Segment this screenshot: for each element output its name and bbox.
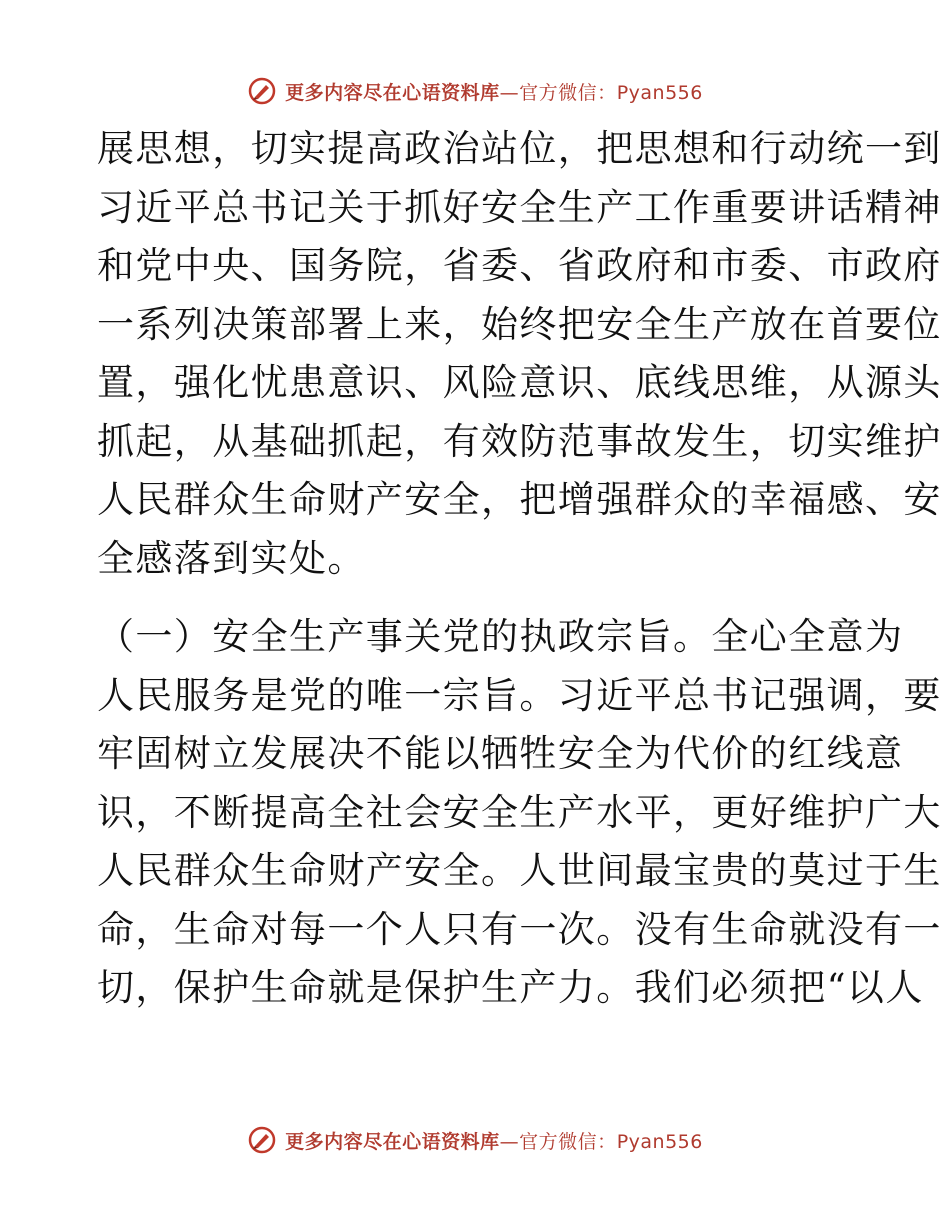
text-line: 置，强化忧患意识、风险意识、底线思维，从源头 [97, 361, 942, 404]
text-line: 一系列决策部署上来，始终把安全生产放在首要位 [97, 302, 942, 346]
pen-logo-icon [247, 76, 277, 106]
pen-logo-icon [247, 1125, 277, 1155]
text-line: 展思想，切实提高政治站位，把思想和行动统一到 [97, 127, 942, 170]
document-body [97, 120, 942, 1018]
footer-watermark [0, 1120, 950, 1160]
text-line: 人民群众生命财产安全。人世间最宝贵的莫过于生 [97, 849, 942, 892]
watermark-wechat-label: 官方微信： [519, 81, 617, 104]
watermark-main-text: 更多内容尽在心语资料库 [285, 81, 500, 104]
text-line: 识，不断提高全社会安全生产水平，更好维护广大 [97, 790, 942, 834]
paragraph-1 [97, 120, 942, 588]
watermark-text [285, 1127, 703, 1154]
watermark-main-text: 更多内容尽在心语资料库 [285, 1130, 500, 1153]
watermark-wechat-id: Pyan556 [616, 1130, 703, 1153]
watermark-text [285, 78, 703, 105]
text-line: 切，保护生命就是保护生产力。我们必须把“以人 [97, 966, 924, 1009]
text-line: 抓起，从基础抓起，有效防范事故发生，切实维护 [97, 419, 942, 463]
watermark-wechat-id: Pyan556 [616, 81, 703, 104]
text-line: 和党中央、国务院，省委、省政府和市委、市政府 [97, 244, 942, 287]
paragraph-2 [97, 608, 942, 1018]
text-line: 人民服务是党的唯一宗旨。习近平总书记强调，要 [97, 673, 942, 717]
text-line: 全感落到实处。 [97, 536, 366, 580]
watermark-dash: — [499, 81, 520, 104]
text-line: 人民群众生命财产安全，把增强群众的幸福感、安 [97, 478, 942, 521]
text-line: 习近平总书记关于抓好安全生产工作重要讲话精神 [97, 185, 942, 229]
paragraph-spacer [97, 588, 857, 608]
watermark-dash: — [499, 1130, 520, 1153]
text-line: 命，生命对每一个人只有一次。没有生命就没有一 [97, 907, 942, 951]
text-line: 牢固树立发展决不能以牺牲安全为代价的红线意 [97, 732, 904, 775]
watermark-wechat-label: 官方微信： [519, 1130, 617, 1153]
text-line: （一）安全生产事关党的执政宗旨。全心全意为 [97, 615, 904, 658]
header-watermark [0, 71, 950, 111]
